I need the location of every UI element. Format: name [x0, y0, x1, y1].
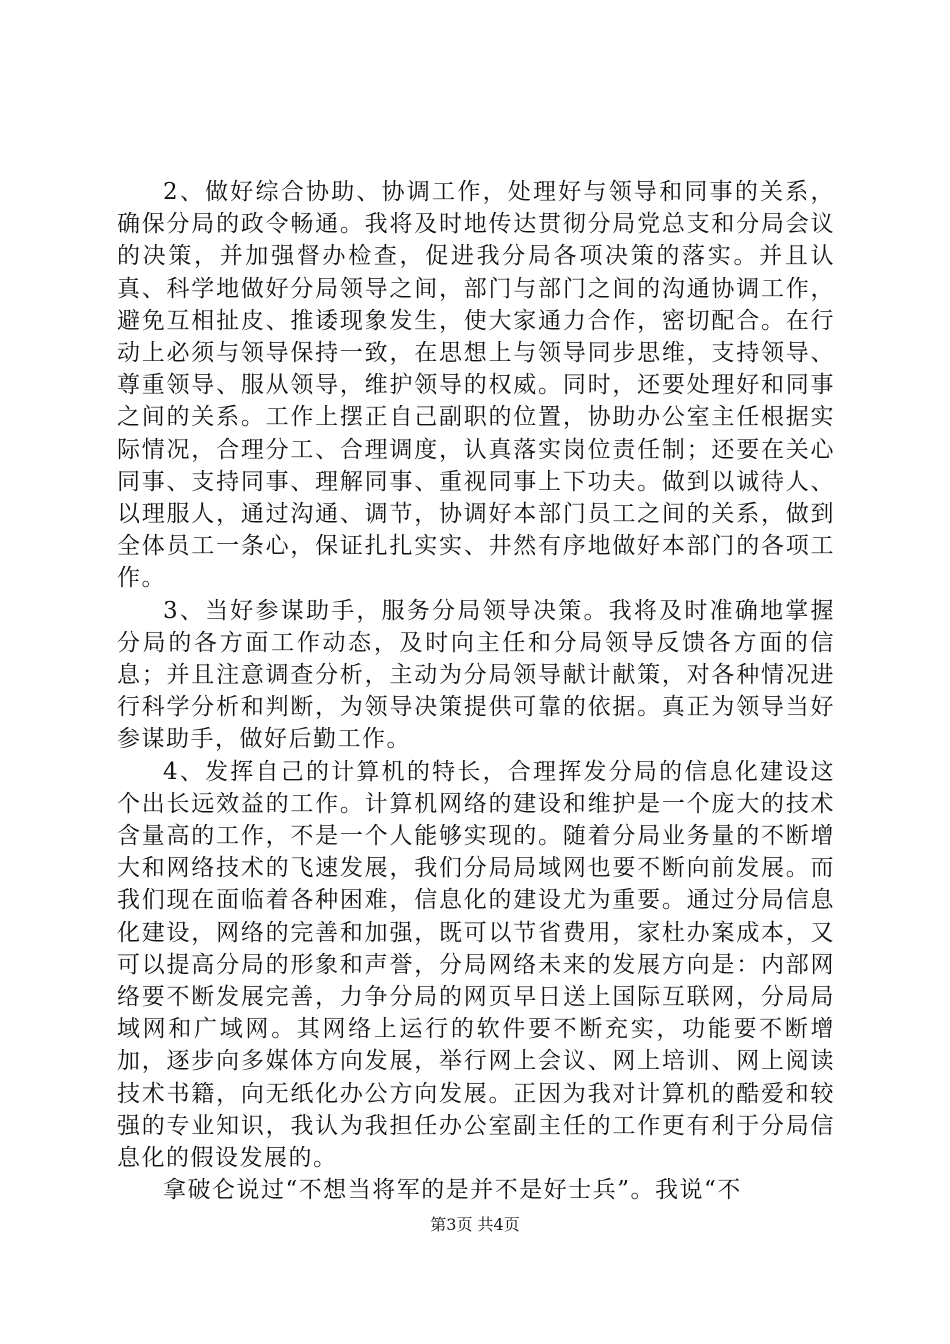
- paragraph-item-3: 3、当好参谋助手，服务分局领导决策。我将及时准确地掌握分局的各方面工作动态，及时向主任和分局领导反馈各方面的信息；并且注意调查分析，主动为分局领导献计献策，对各种情况进行科学分析和判断，为领导决策提供可靠的依据。真正为领导当好参谋助手，做好后勤工作。: [117, 597, 835, 753]
- page-number-footer: 第3页 共4页: [430, 1215, 520, 1234]
- paragraph-item-2: 2、做好综合协助、协调工作，处理好与领导和同事的关系，确保分局的政令畅通。我将及时地传达贯彻分局党总支和分局会议的决策，并加强督办检查，促进我分局各项决策的落实。并且认真、科学地做好分局领导之间，部门与部门之间的沟通协调工作，避免互相扯皮、推诿现象发生，使大家通力合作，密切配合。在行动上必须与领导保持一致，在思想上与领导同步思维，支持领导、尊重领导、服从领导，维护领导的权威。同时，还要处理好和同事之间的关系。工作上摆正自己副职的位置，协助办公室主任根据实际情况，合理分工、合理调度，认真落实岗位责任制；还要在关心同事、支持同事、理解同事、重视同事上下功夫。做到以诚待人、以理服人，通过沟通、调节，协调好本部门员工之间的关系，做到全体员工一条心，保证扎扎实实、井然有序地做好本部门的各项工作。: [117, 179, 835, 592]
- document-body: [117, 176, 835, 1207]
- paragraph-item-4: 4、发挥自己的计算机的特长，合理挥发分局的信息化建设这个出长远效益的工作。计算机网络的建设和维护是一个庞大的技术含量高的工作，不是一个人能够实现的。随着分局业务量的不断增大和网络技术的飞速发展，我们分局局域网也要不断向前发展。而我们现在面临着各种困难，信息化的建设尤为重要。通过分局信息化建设，网络的完善和加强，既可以节省费用，家杜办案成本，又可以提高分局的形象和声誉，分局网络未来的发展方向是：内部网络要不断发展完善，力争分局的网页早日送上国际互联网，分局局域网和广域网。其网络上运行的软件要不断充实，功能要不断增加，逐步向多媒体方向发展，举行网上会议、网上培训、网上阅读技术书籍，向无纸化办公方向发展。正因为我对计算机的酷爱和较强的专业知识，我认为我担任办公室副主任的工作更有利于分局信息化的假设发展的。: [117, 758, 835, 1172]
- paragraph-napoleon-quote: 拿破仑说过“不想当将军的是并不是好士兵”。我说“不: [163, 1177, 742, 1204]
